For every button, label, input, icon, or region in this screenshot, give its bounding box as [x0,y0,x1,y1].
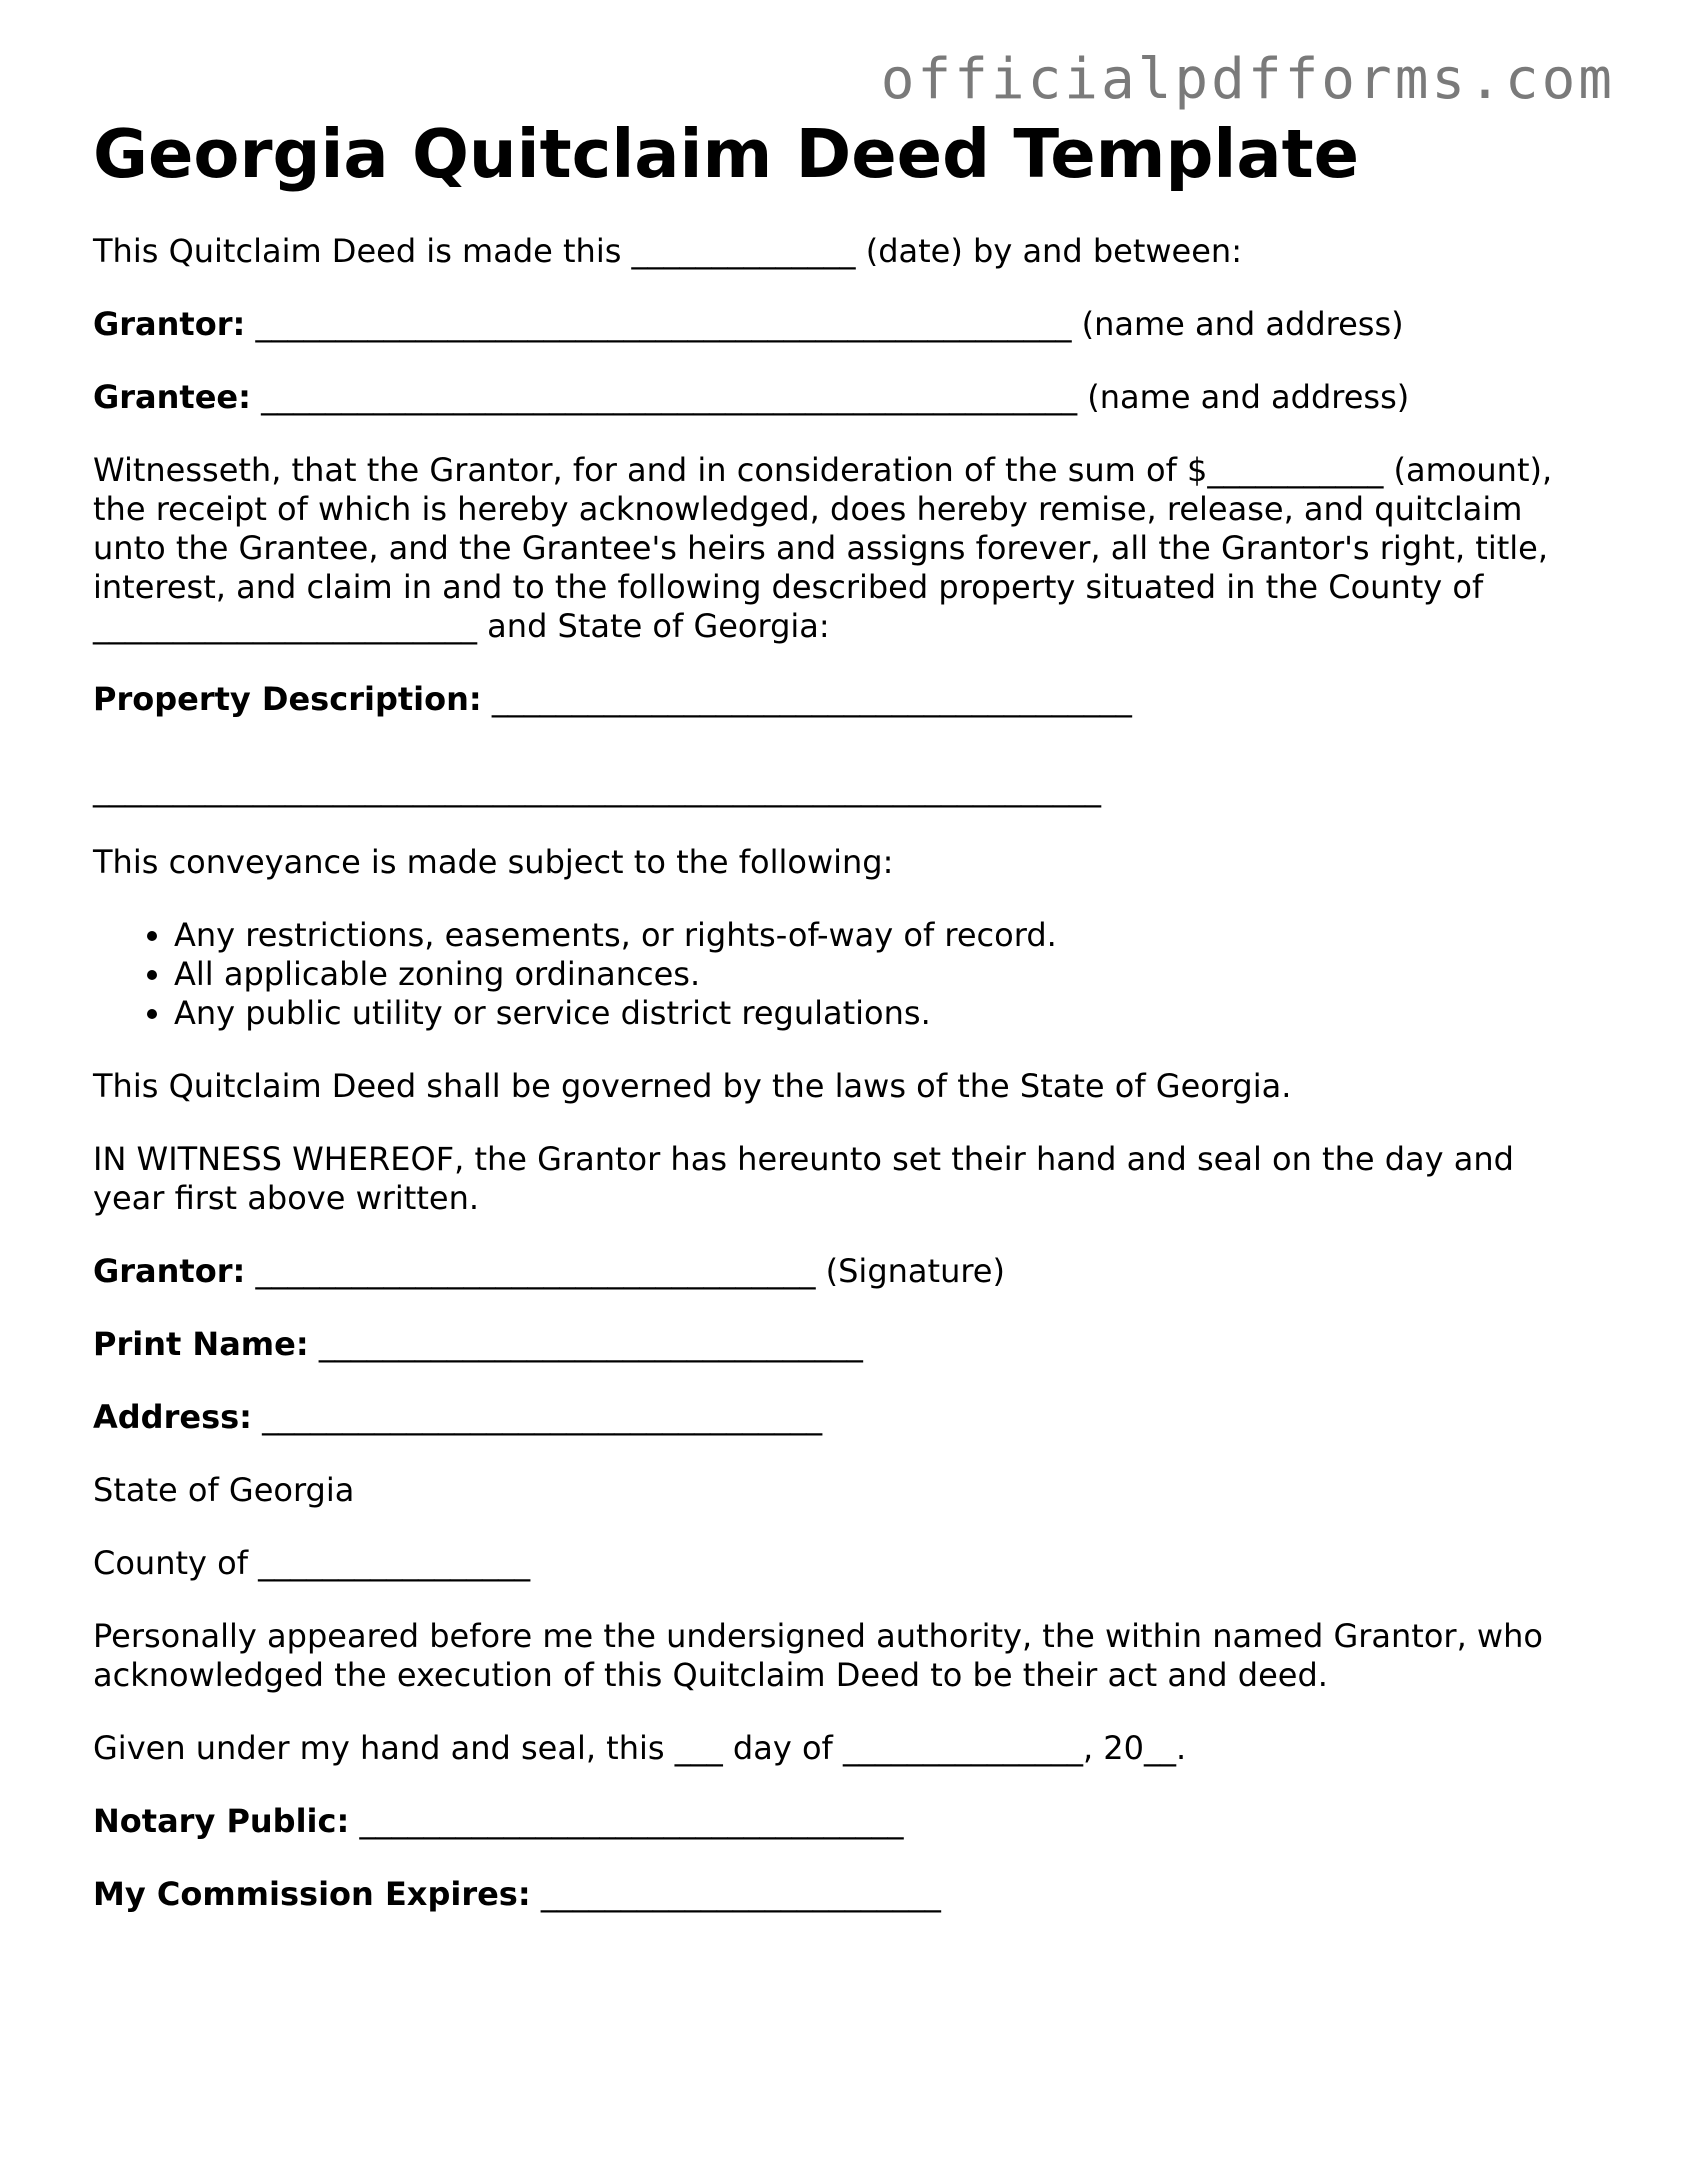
grantor-label: Grantor: [93,304,246,343]
property-description-label: Property Description: [93,679,482,718]
notary-public-field: __________________________________ [349,1801,904,1840]
grantee-label: Grantee: [93,377,251,416]
print-name-field: __________________________________ [308,1324,863,1363]
subject-intro: This conveyance is made subject to the following: [93,842,894,881]
state-line: State of Georgia [93,1470,355,1509]
notary-public-label: Notary Public: [93,1801,350,1840]
print-name-line [93,1325,1593,1364]
notary-public-line [93,1802,1593,1841]
grantor-field: ___________________________________________________ (name and address) [245,304,1404,343]
personally-appeared-paragraph: Personally appeared before me the undersigned authority, the within named Grantor, who acknowledged the execution of this Quitclaim Deed to be their act and deed. [93,1616,1543,1694]
property-description-line [93,680,1593,719]
witnesseth-paragraph: Witnesseth, that the Grantor, for and in consideration of the sum of $___________ (amount), the receipt of which is hereby acknowledged, does hereby remise, release, and quitclaim unto the Grantee, and the Grantee's heirs and assigns forever, all the Grantor's right, title, interest, and claim in and to the following described property situated in the County of ________________________ and State of Georgia: [93,450,1553,645]
intro-paragraph: This Quitclaim Deed is made this ______________ (date) by and between: [93,231,1242,270]
property-description-field: ________________________________________ [481,679,1132,718]
deed-document [93,115,1593,1948]
given-under-line: Given under my hand and seal, this ___ day of _______________, 20__. [93,1728,1187,1767]
address-line [93,1398,1593,1437]
grantee-field: ___________________________________________________ (name and address) [250,377,1410,416]
address-field: ___________________________________ [251,1397,823,1436]
grantor-signature-label: Grantor: [93,1251,246,1290]
property-description-continuation: _______________________________________________________________ [93,769,1101,808]
address-label: Address: [93,1397,252,1436]
list-item: • Any restrictions, easements, or rights-of-way of record. [174,916,1593,955]
grantor-line [93,305,1593,344]
grantor-signature-field: ___________________________________ (Signature) [245,1251,1005,1290]
commission-expires-label: My Commission Expires: [93,1874,531,1913]
grantee-line [93,378,1593,417]
watermark: officialpdfforms.com [880,47,1615,112]
subject-list [93,916,1593,1033]
commission-expires-line [93,1875,1593,1914]
county-line: County of _________________ [93,1543,531,1582]
grantor-signature-line [93,1252,1593,1291]
list-item: • All applicable zoning ordinances. [174,955,1593,994]
in-witness-paragraph: IN WITNESS WHEREOF, the Grantor has hereunto set their hand and seal on the day and year first above written. [93,1139,1514,1217]
print-name-label: Print Name: [93,1324,309,1363]
commission-expires-field: _________________________ [530,1874,941,1913]
page-title: Georgia Quitclaim Deed Template [93,115,1360,193]
list-item: • Any public utility or service district regulations. [174,994,1593,1033]
governed-paragraph: This Quitclaim Deed shall be governed by the laws of the State of Georgia. [93,1066,1292,1105]
